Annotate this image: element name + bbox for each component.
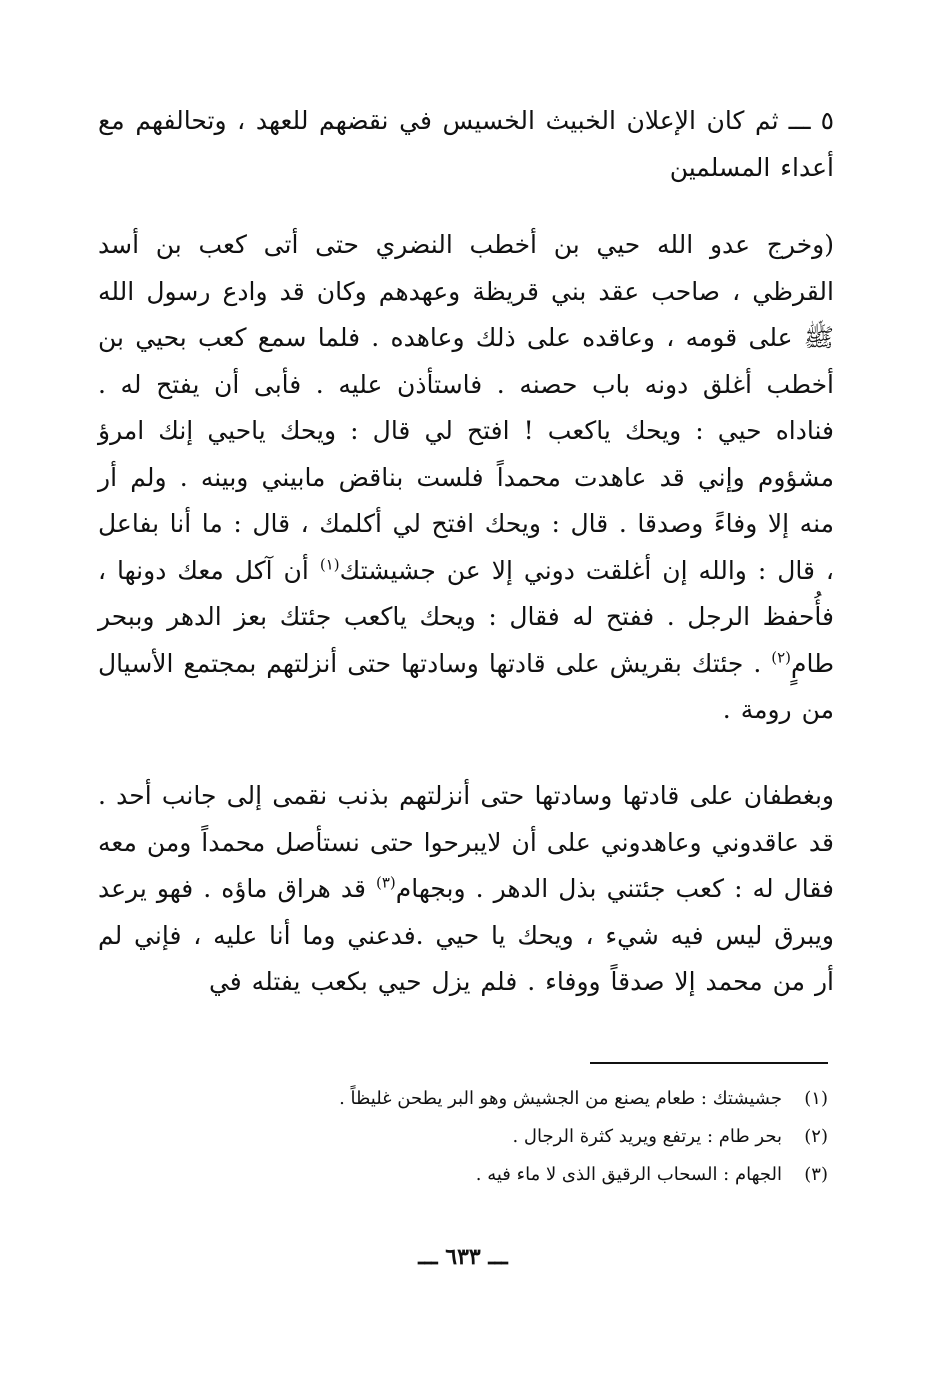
paragraph-2-part-1: وبغطفان على قادتها وسادتها حتى أنزلتهم بذنب نقمى إلى جانب أحد . قد عاقدوني وعاهدوني على أن لايبرحوا حتى نستأصل محمداً ومن معه فقال له : كعب جئتني بذل الدهر . وبجهام [98, 781, 834, 903]
paragraph-1-part-1: (وخرج عدو الله حيي بن أخطب النضري حتى أتى كعب بن أسد القرظي ، صاحب عقد بني قريظة وعهدهم وكان قد وادع رسول الله ﷺ على قومه ، وعاقده على ذلك وعاهده . فلما سمع كعب بحيي بن أخطب أغلق دونه باب حصنه . فاستأذن عليه . فأبى أن يفتح له . فناداه حيي : ويحك ياكعب ! افتح لي قال : ويحك ياحيي إنك امرؤ مشؤوم وإني قد عاهدت محمداً فلست بناقض مابيني وبينه . ولم أر منه إلا وفاءً وصدقا . قال : ويحك افتح لي أكلمك ، قال : ما أنا بفاعل ، قال : والله إن أغلقت دوني إلا عن جشيشتك [98, 230, 834, 585]
footnote-2-number: (٢) [804, 1126, 828, 1147]
heading-paragraph [98, 98, 834, 191]
page-number: ـــ ٦٣٣ ـــ [418, 1244, 508, 1270]
footnote-2 [128, 1118, 828, 1156]
paragraph-2-part-2: قد هراق ماؤه . فهو يرعد ويبرق ليس فيه شيء ، ويحك يا حيي .فدعني وما أنا عليه ، فإني لم أر من محمد إلا صدقاً ووفاء . فلم يزل حيي بكعب يفتله في [98, 874, 834, 996]
footnote-3-text: الجهام : السحاب الرقيق الذى لا ماء فيه . [475, 1164, 782, 1185]
section-heading [98, 98, 834, 191]
footnote-1-number: (١) [804, 1088, 828, 1109]
footnote-ref-3: (٣) [375, 873, 396, 892]
footnote-2-text: بحر طام : يرتفع ويريد كثرة الرجال . [512, 1126, 782, 1147]
footnotes [128, 1080, 828, 1194]
heading-number: ٥ ـــ [788, 106, 834, 135]
footnote-divider [590, 1062, 828, 1064]
footnote-3 [128, 1156, 828, 1194]
footnote-ref-1: (١) [319, 555, 340, 574]
paragraph-2 [98, 773, 834, 1006]
footnote-3-number: (٣) [804, 1164, 828, 1185]
heading-text: ثم كان الإعلان الخبيث الخسيس في نقضهم للعهد ، وتحالفهم مع أعداء المسلمين [98, 106, 834, 182]
footnote-ref-2: (٢) [771, 648, 791, 667]
paragraph-1-text [98, 222, 834, 734]
paragraph-1-part-3: . جئتك بقريش على قادتها وسادتها حتى أنزلتهم بمجتمع الأسيال من رومة . [98, 648, 834, 724]
paragraph-1 [98, 222, 834, 734]
paragraph-1-part-2: أن آكل معك دونها ، فأُحفظ الرجل . ففتح له فقال : ويحك ياكعب جئتك بعز الدهر وببحر طامٍ [98, 555, 834, 678]
paragraph-2-text [98, 773, 834, 1006]
footnote-1 [128, 1080, 828, 1118]
footnote-1-text: جشيشتك : طعام يصنع من الجشيش وهو البر يطحن غليظاً . [339, 1088, 782, 1109]
